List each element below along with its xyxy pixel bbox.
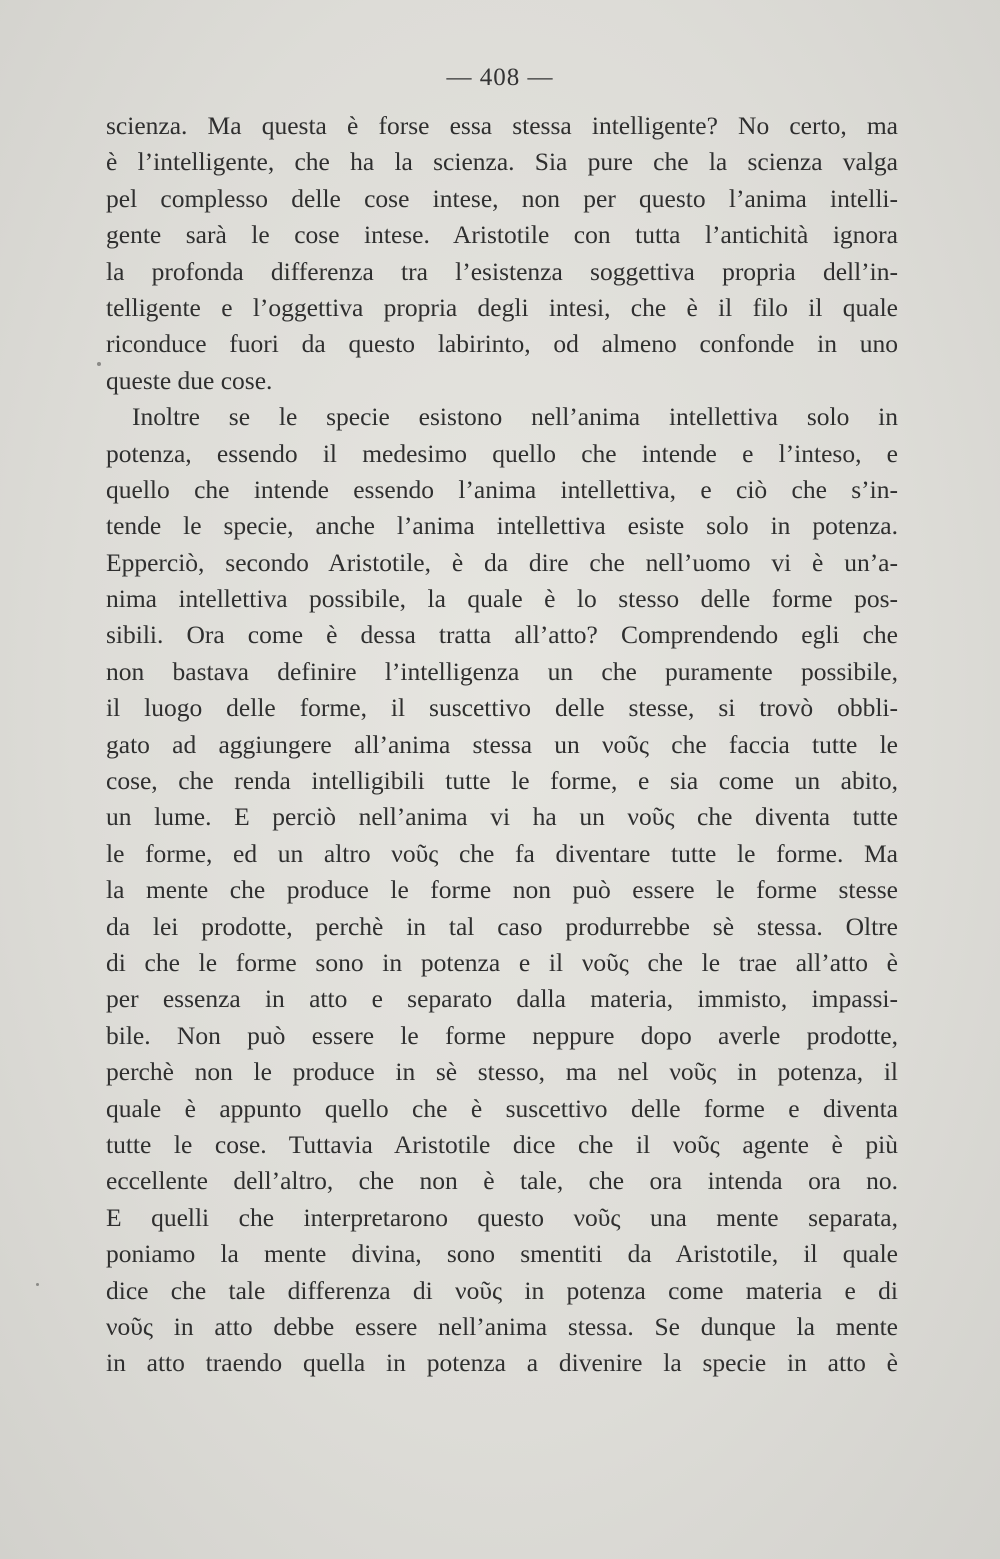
text-line: nima intellettiva possibile, la quale è lo stesso delle forme pos-	[106, 584, 898, 614]
text-line: gente sarà le cose intese. Aristotile con tutta l’antichità ignora	[106, 220, 898, 250]
text-line: per essenza in atto e separato dalla materia, immisto, impassi-	[106, 984, 898, 1014]
text-line: un lume. E perciò nell’anima vi ha un νοῦς che diventa tutte	[106, 802, 898, 832]
text-line: da lei prodotte, perchè in tal caso produrrebbe sè stessa. Oltre	[106, 911, 898, 941]
text-line: in atto traendo quella in potenza a divenire la specie in atto è	[106, 1348, 898, 1378]
text-line: telligente e l’oggettiva propria degli intesi, che è il filo il quale	[106, 292, 898, 322]
text-line: il luogo delle forme, il suscettivo delle stesse, si trovò obbli-	[106, 693, 898, 723]
text-line: perchè non le produce in sè stesso, ma nel νοῦς in potenza, il	[106, 1057, 898, 1087]
text-line: sibili. Ora come è dessa tratta all’atto? Comprendendo egli che	[106, 620, 898, 650]
text-line: νοῦς in atto debbe essere nell’anima stessa. Se dunque la mente	[106, 1311, 898, 1341]
text-line: quale è appunto quello che è suscettivo delle forme e diventa	[106, 1093, 898, 1123]
text-line: riconduce fuori da questo labirinto, od almeno confonde in uno	[106, 329, 898, 359]
text-line: le forme, ed un altro νοῦς che fa diventare tutte le forme. Ma	[106, 838, 898, 868]
body-text	[106, 108, 898, 1382]
text-line: la profonda differenza tra l’esistenza soggettiva propria dell’in-	[106, 256, 898, 286]
margin-mark	[97, 362, 101, 366]
text-line: di che le forme sono in potenza e il νοῦς che le trae all’atto è	[106, 947, 898, 977]
text-line: gato ad aggiungere all’anima stessa un νοῦς che faccia tutte le	[106, 729, 898, 759]
text-line: queste due cose.	[106, 365, 273, 395]
text-line: cose, che renda intelligibili tutte le forme, e sia come un abito,	[106, 766, 898, 796]
page-number: — 408 —	[446, 64, 554, 91]
text-line: quello che intende essendo l’anima intellettiva, e ciò che s’in-	[106, 474, 898, 504]
text-line: Inoltre se le specie esistono nell’anima intellettiva solo in	[132, 402, 898, 432]
text-line: poniamo la mente divina, sono smentiti da Aristotile, il quale	[106, 1239, 898, 1269]
text-line: Epperciò, secondo Aristotile, è da dire che nell’uomo vi è un’a-	[106, 547, 898, 577]
text-line: è l’intelligente, che ha la scienza. Sia pure che la scienza valga	[106, 147, 898, 177]
text-line: E quelli che interpretarono questo νοῦς una mente separata,	[106, 1202, 898, 1232]
text-line: dice che tale differenza di νοῦς in potenza come materia e di	[106, 1275, 898, 1305]
text-line: potenza, essendo il medesimo quello che intende e l’inteso, e	[106, 438, 898, 468]
text-line: la mente che produce le forme non può essere le forme stesse	[106, 875, 898, 905]
text-line: scienza. Ma questa è forse essa stessa intelligente? No certo, ma	[106, 111, 898, 140]
text-line: tutte le cose. Tuttavia Aristotile dice che il νοῦς agente è più	[106, 1129, 898, 1159]
text-line: eccellente dell’altro, che non è tale, che ora intenda ora no.	[106, 1166, 898, 1196]
text-line: pel complesso delle cose intese, non per questo l’anima intelli-	[106, 183, 898, 213]
text-line: non bastava definire l’intelligenza un che puramente possibile,	[106, 656, 898, 686]
margin-mark	[36, 1283, 39, 1286]
text-line: tende le specie, anche l’anima intellettiva esiste solo in potenza.	[106, 511, 898, 541]
text-line: bile. Non può essere le forme neppure dopo averle prodotte,	[106, 1020, 898, 1050]
